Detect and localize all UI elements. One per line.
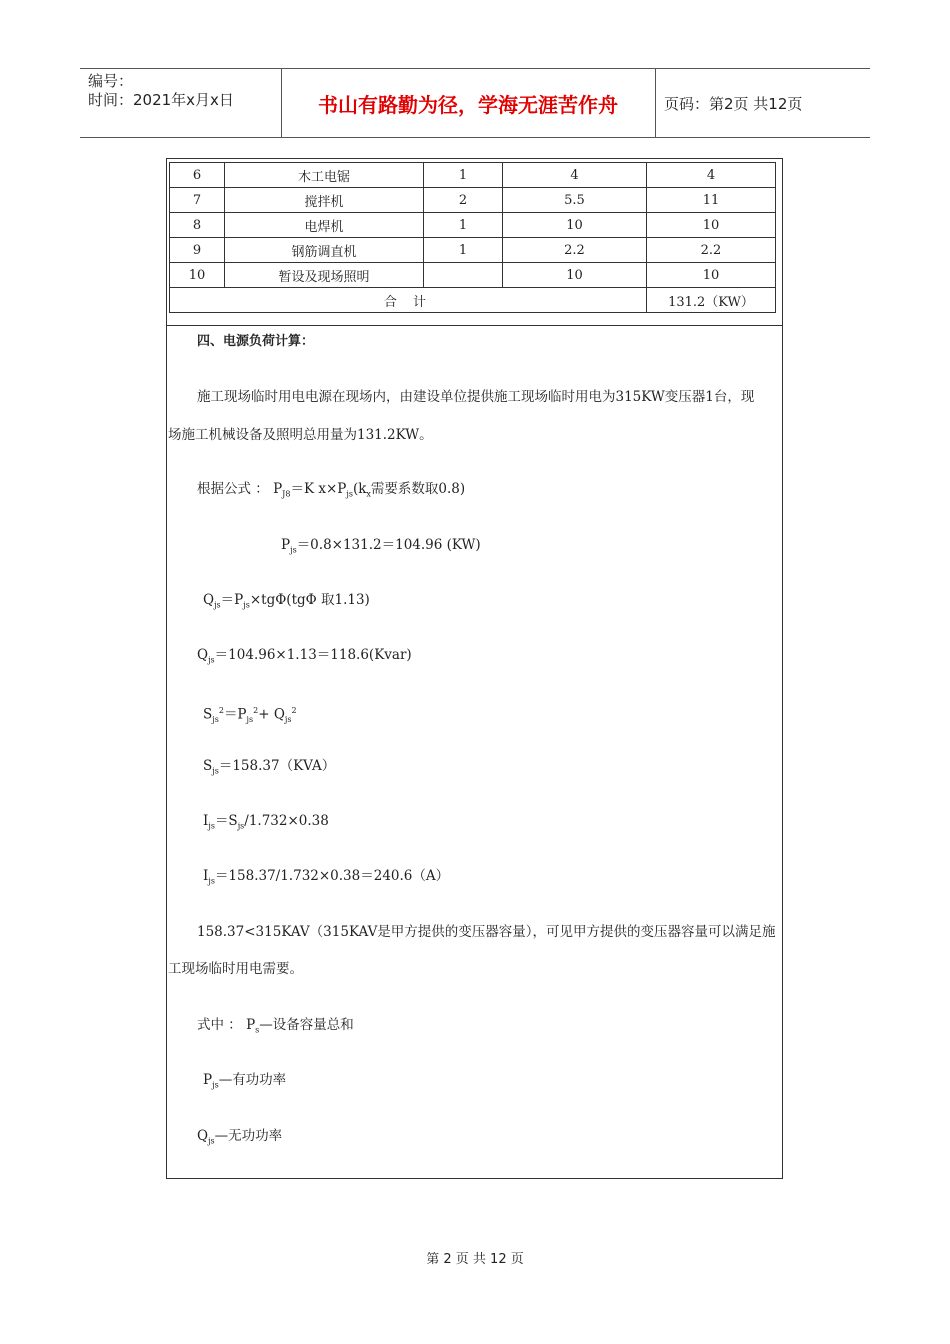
formula-qjs-definition: $Q_{js}=P_{js}\times tg\Phi(tg\Phi$ 取1.13) <box>203 592 370 610</box>
row-no: 10 <box>170 263 225 288</box>
page-header <box>80 68 870 138</box>
formula-text: ＝158.37（KVA） <box>218 758 336 774</box>
table-row <box>170 188 776 213</box>
paragraph-line: 场施工机械设备及照明总用量为131.2KW。 <box>168 427 433 443</box>
table-separator <box>166 325 783 326</box>
formula-text: ＝158.37/1.732×0.38＝240.6（A） <box>214 868 450 884</box>
legend-text: —无功功率 <box>214 1128 283 1144</box>
formula-text: ＝P <box>223 706 247 723</box>
number-label: 编号： <box>88 72 134 90</box>
formula-text: 需要系数取0.8) <box>370 481 466 497</box>
legend-text: —有功功率 <box>218 1072 287 1088</box>
row-name: 暂设及现场照明 <box>225 263 424 288</box>
row-qty: 1 <box>424 213 503 238</box>
legend-ps: 式中 ： $P_s—$设备容量总和 <box>197 1017 354 1035</box>
sum-value: 131.2（KW） <box>647 288 776 313</box>
formula-text: + Q <box>258 706 285 723</box>
header-motto: 书山有路勤为径，学海无涯苦作舟 <box>318 92 618 117</box>
row-no: 6 <box>170 163 225 188</box>
legend-pjs: $P_{js}—$有功功率 <box>203 1072 287 1090</box>
time-label: 时间：2021年x月x日 <box>88 91 234 109</box>
row-name: 电焊机 <box>225 213 424 238</box>
row-total: 2.2 <box>647 238 776 263</box>
row-name: 钢筋调直机 <box>225 238 424 263</box>
formula-text: /1.732×0.38 <box>244 813 329 829</box>
paragraph-line: 158.37<315KAV（315KAV是甲方提供的变压器容量），可见甲方提供的变压器容量可以满足施 <box>197 924 776 940</box>
formula-text: ＝0.8×131.2＝104.96 (KW) <box>296 537 481 553</box>
header-page-info: 页码：第2页 共12页 <box>664 94 803 113</box>
formula-sjs-value: $S_{js}=158.37(KVA)$ <box>203 758 336 776</box>
legend-text: —设备容量总和 <box>259 1017 354 1033</box>
table-row <box>170 238 776 263</box>
formula-text: ＝P <box>220 592 244 608</box>
row-no: 9 <box>170 238 225 263</box>
table-sum-row <box>170 288 776 313</box>
row-qty: 1 <box>424 163 503 188</box>
row-no: 8 <box>170 213 225 238</box>
row-qty: 2 <box>424 188 503 213</box>
equipment-table <box>169 162 776 313</box>
row-total: 4 <box>647 163 776 188</box>
row-total: 10 <box>647 213 776 238</box>
formula-qjs-value: $Q_{js}=104.96\times 1.13=118.6(Kvar)$ <box>197 647 412 665</box>
row-qty <box>424 263 503 288</box>
paragraph-line: 工现场临时用电需要。 <box>168 961 303 977</box>
formula-ijs-definition: $I_{js}=S_{js}/1.732\times 0.38$ <box>203 813 329 831</box>
sum-label: 合 计 <box>170 288 647 313</box>
legend-text: 式中 ： P <box>197 1017 256 1033</box>
formula-text: ＝104.96×1.13＝118.6(Kvar) <box>214 647 412 663</box>
row-name: 木工电锯 <box>225 163 424 188</box>
formula-text: 根据公式 ： P <box>197 481 283 497</box>
formula-pjs-value: $P_{js}=0.8\times 131.2=104.96$ (KW) <box>281 537 481 555</box>
formula-text: (k <box>352 481 367 497</box>
formula-pjs-definition: 根据公式 ： $P_{J8}=K$ $x\times P_{js}(k_x$需要系数取0.8) <box>197 481 466 499</box>
row-total: 10 <box>647 263 776 288</box>
row-power: 5.5 <box>503 188 647 213</box>
legend-qjs: $Q_{js}—$无功功率 <box>197 1128 283 1146</box>
table-row <box>170 263 776 288</box>
formula-text: ×tgΦ(tgΦ 取1.13) <box>249 592 370 608</box>
row-total: 11 <box>647 188 776 213</box>
row-power: 10 <box>503 213 647 238</box>
row-power: 10 <box>503 263 647 288</box>
formula-text: ＝S <box>214 813 238 829</box>
header-meta <box>80 69 280 137</box>
formula-sjs-definition: $S_{js}^2=P_{js}^2+ Q_{js}^2$ <box>203 706 297 725</box>
row-name: 搅拌机 <box>225 188 424 213</box>
section-title: 四、电源负荷计算： <box>197 334 315 349</box>
paragraph-line: 施工现场临时用电电源在现场内，由建设单位提供施工现场临时用电为315KW变压器1台，现 <box>197 389 755 405</box>
row-no: 7 <box>170 188 225 213</box>
row-qty: 1 <box>424 238 503 263</box>
row-power: 2.2 <box>503 238 647 263</box>
page-footer: 第 2 页 共 12 页 <box>426 1252 524 1267</box>
formula-ijs-value: $I_{js}=158.37/1.732\times 0.38=240.6(A)$ <box>203 868 450 886</box>
table-row <box>170 163 776 188</box>
row-power: 4 <box>503 163 647 188</box>
table-row <box>170 213 776 238</box>
formula-text: ＝K x×P <box>290 481 347 497</box>
